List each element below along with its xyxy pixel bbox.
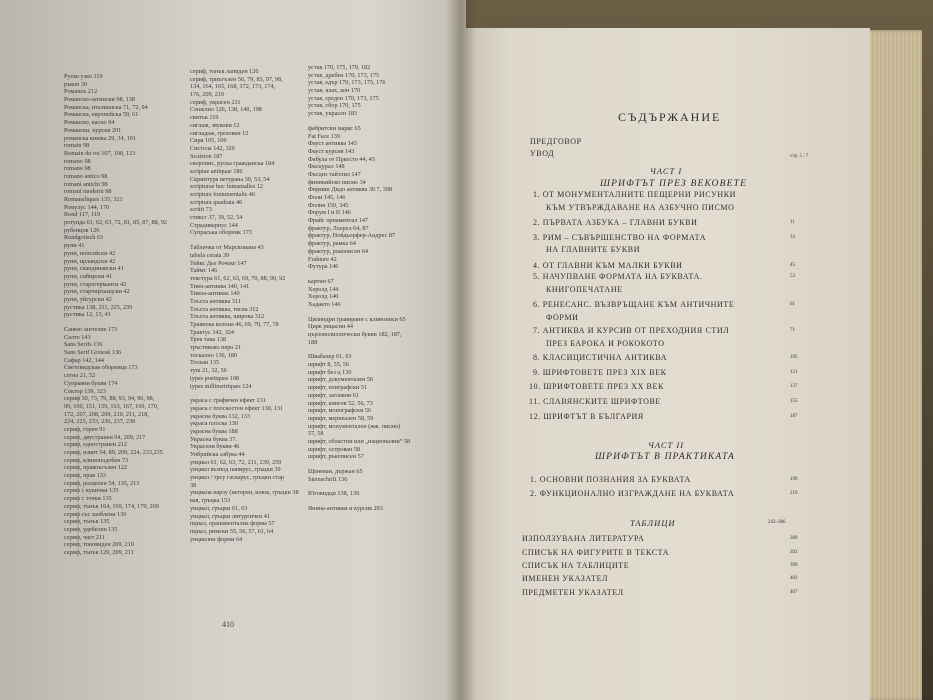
toc-page-number: 105: [790, 355, 798, 360]
index-entry: сериф, триъгълен 56, 79, 83, 97, 98,: [190, 75, 283, 83]
index-entry: фабритски маркс 65: [308, 124, 361, 132]
toc-chapter: ФОРМИ: [546, 313, 579, 322]
index-entry: руни 41: [64, 242, 85, 250]
index-entry: 57, 58: [308, 430, 324, 438]
index-entry: Щеневан, държан 65: [308, 468, 363, 475]
toc-back-matter: ИЗПОЛЗУВАНА ЛИТЕРАТУРА: [522, 534, 645, 543]
index-entry: romano 98: [64, 157, 91, 165]
index-entry: [308, 346, 410, 353]
index-entry: Руско узко 119: [64, 73, 103, 80]
index-entry: сериф, горен 91: [64, 425, 106, 433]
index-entry: фрактур, Лоерел 64, 87: [308, 224, 369, 232]
index-column-1: [64, 73, 167, 557]
index-entry: Санкю зантелие 173: [64, 326, 118, 333]
index-entry: [64, 319, 167, 326]
index-entry: [308, 118, 410, 125]
toc-chapter: 1. ОТ МОНУМЕНТАЛНИТЕ ПЕЩЕРНИ РИСУНКИ: [533, 190, 737, 199]
index-entry: Фасцурал 148: [308, 163, 345, 171]
index-entry: ротунда 61, 62, 63, 72, 81, 85, 87, 88, 92: [64, 219, 168, 227]
index-entry: шрифт 8, 55, 56: [308, 361, 350, 369]
index-entry: унциал / трсу гаскарус, гръцки стар: [190, 474, 284, 482]
index-entry: Sans Serif Grotesk 136: [64, 349, 122, 357]
index-entry: [308, 483, 410, 490]
index-entry: сериф, разцепен 54, 135, 213: [64, 479, 140, 487]
index-entry: украсна буква 132, 133: [190, 412, 251, 420]
index-entry: унциал, гръцки литургичен 41: [190, 512, 270, 520]
index-entry: пциал, оранаментална форма 57: [190, 520, 275, 528]
toc-page-number: 53: [790, 274, 795, 279]
index-entry: Фолия 150, 345: [308, 201, 349, 209]
toc-page-number: 45: [790, 263, 795, 268]
index-entry: scritti 73: [190, 206, 212, 214]
index-entry: руни, ирландски 42: [64, 257, 116, 265]
toc-chapter: 10. ШРИФТОВЕТЕ ПРЕЗ XX ВЕК: [529, 382, 664, 391]
index-entry: стиксг 37, 39, 52, 54: [190, 214, 243, 222]
index-entry: руни, старогерманси 42: [64, 280, 127, 288]
index-entry: скоропис, руска гражданска 184: [190, 160, 275, 168]
index-entry: Романско, касно 94: [64, 119, 115, 127]
index-entry: Херолд 144: [308, 285, 339, 293]
index-entry: Романски, курсив 201: [64, 126, 122, 134]
index-entry: руни, нонсейски 42: [64, 249, 116, 257]
index-entry: Тлъста антиква, тясна 312: [190, 305, 259, 313]
toc-chapter: 12. ШРИФТЪТ В БЪЛГАРИЯ: [529, 412, 644, 421]
index-entry: Траянова колона 46, 69, 70, 77, 78: [190, 321, 279, 328]
index-entry: украса с плоскостен ефект 130, 131: [190, 404, 284, 412]
index-entry: Фирмин Дидо антиква 30 7, 308: [308, 186, 393, 194]
index-entry: унциални форми 64: [190, 535, 243, 543]
toc-chapter: НА ГЛАВНИТЕ БУКВИ: [546, 245, 641, 254]
index-entry: types millimetriques 124: [190, 382, 252, 390]
toc-chapter: 1. ОСНОВНИ ПОЗНАНИЯ ЗА БУКВАТА: [530, 475, 691, 484]
index-entry: шрифт, епиграфски 51: [308, 384, 368, 392]
toc-page-number: 407: [790, 590, 798, 595]
index-entry: Трактус 142, 324: [190, 328, 234, 336]
toc-page-number: 11: [790, 220, 795, 225]
index-entry: фрактур, Нойдьорфер-Андрес 87: [308, 232, 396, 240]
index-entry: Сектор 139, 323: [64, 387, 106, 395]
index-entry: шрифт, областни или „национални“ 58: [308, 437, 411, 445]
part2-heading: ЧАСТ II: [648, 440, 685, 450]
index-entry: сериф, част 211: [64, 533, 105, 541]
index-entry: сериф, двустранен 94, 209, 217: [64, 433, 146, 441]
index-entry: Футура 146: [308, 263, 339, 271]
right-page: [460, 28, 870, 700]
index-entry: рустика 138, 211, 225, 239: [64, 303, 133, 311]
index-entry: scriptae antiquae 186: [190, 167, 243, 175]
index-entry: унциал 61, 62, 63, 72, 211, 239, 259: [190, 458, 282, 466]
index-entry: устав 170, 175, 179, 182: [308, 64, 371, 71]
toc-chapter: 11. СЛАВЯНСКИТЕ ШРИФТОВЕ: [529, 397, 661, 406]
index-entry: Украсени букви 46: [190, 443, 240, 451]
index-entry: рубенцов 126: [64, 226, 100, 234]
index-entry: Тейкс Дье Рочеке 147: [190, 259, 247, 267]
index-entry: Романско-латински 98, 138: [64, 96, 135, 104]
index-entry: устав, среден 170, 173, 175: [308, 94, 379, 102]
toc-chapter: 6. РЕНЕСАНС. ВЪЗВРЪЩАНЕ КЪМ АНТИЧНИТЕ: [533, 300, 735, 309]
index-entry: шрифт, ръкописен 57: [308, 453, 364, 461]
index-entry: [190, 390, 299, 397]
index-entry: фрактур, ръкописен 64: [308, 247, 368, 255]
toc-page-number: 137: [790, 384, 798, 389]
index-entry: шрифт, заглавни 61: [308, 391, 360, 399]
index-entry: Систола 142, 326: [190, 144, 235, 152]
index-entry: сериф, украсен 211: [190, 98, 241, 106]
index-entry: сериф, удебелен 135: [64, 525, 118, 533]
index-entry: tabula cerata 39: [190, 251, 230, 259]
index-entry: Sans Serifs 136: [64, 341, 103, 349]
toc-back-matter: ПРЕДМЕТЕН УКАЗАТЕЛ: [522, 588, 624, 597]
index-entry: 224, 225, 233, 236, 237, 238: [64, 418, 136, 426]
toc-page-number: 121: [790, 370, 798, 375]
index-column-2: [190, 68, 299, 543]
index-entry: сериф, тънък лапиден 126: [190, 68, 259, 75]
index-entry: Световидская оборница 173: [64, 364, 138, 372]
index-entry: руни, уйгурски 42: [64, 295, 112, 303]
index-entry: устав, ялах, кон 170: [308, 87, 361, 95]
toc-chapter: 9. ШРИФТОВЕТЕ ПРЕЗ XIX ВЕК: [533, 368, 667, 377]
index-entry: свитък 119: [190, 114, 219, 122]
index-entry: цързоволиллически букви 182, 187,: [308, 331, 402, 338]
index-entry: Трек така 138: [190, 336, 226, 344]
toc-introduction: УВОД: [530, 149, 555, 158]
toc-chapter: 2. ФУНКЦИОНАЛНО ИЗГРАЖДАНЕ НА БУКВАТА: [530, 489, 735, 498]
index-entry: Тлъста антиква, широка 312: [190, 313, 265, 321]
toc-page-number: 199: [790, 477, 798, 482]
index-entry: Страдивариус 144: [190, 221, 238, 229]
index-entry: тръстиково перо 21: [190, 344, 242, 352]
index-entry: 99, 100, 151, 159, 163, 167, 169, 170,: [64, 402, 159, 410]
index-entry: фрактур, рамка 64: [308, 240, 356, 248]
index-entry: Украсна буква 37.: [190, 435, 237, 443]
index-entry: Суправни букви 174: [64, 379, 118, 387]
index-entry: Рoмaнcк 212: [64, 88, 98, 96]
toc-page-number: 33: [790, 235, 795, 240]
index-entry: вая, гръцка 153: [190, 497, 231, 505]
index-entry: сериф, правоъгълен 122: [64, 464, 128, 472]
index-entry: финикийско писмо 34: [308, 178, 366, 186]
toc-chapter: ПРЕЗ БАРОКА И РОКОКОТО: [546, 339, 665, 348]
index-entry: scripturae hoc fumamalles 12: [190, 183, 264, 191]
index-entry: устав, дребен 170, 173, 175: [308, 71, 380, 79]
index-column-3: [308, 64, 410, 513]
index-entry: сериф, клиноподобен 73: [64, 456, 129, 464]
index-entry: 134, 164, 165, 168, 172, 173, 174,: [190, 83, 276, 91]
index-entry: Scoleton 187: [190, 152, 223, 160]
index-entry: украса плоска 130: [190, 420, 238, 428]
index-entry: Frakture 42: [308, 255, 337, 263]
toc-chapter: 3. РИМ – СЪВЪРШЕНСТВО НА ФОРМАТА: [533, 233, 707, 242]
toc-page-number: 399: [790, 563, 798, 568]
tables-page-range: 243–386: [768, 520, 786, 525]
toc-back-matter: СПИСЪК НА ТАБЛИЦИТЕ: [522, 561, 630, 570]
index-entry: сериф, тънък 135: [64, 518, 110, 526]
toc-preface: ПРЕДГОВОР: [530, 137, 582, 146]
toc-page-number: стр. 5 / 7: [790, 154, 809, 159]
index-entry: Табличка от Марсилиана 43: [190, 244, 264, 252]
index-entry: Сиря 105, 106: [190, 137, 227, 145]
index-entry: сигладаж, греховен 12: [190, 129, 249, 137]
toc-chapter: 5. НАЧУПВАНЕ ФОРМАТА НА БУКВАТА.: [533, 272, 703, 281]
index-entry: сериф, тоновиден 209, 210: [64, 541, 134, 549]
index-entry: пциал, римски 55, 56, 57, 61, 64: [190, 527, 274, 535]
index-entry: Фауст антиква 143: [308, 140, 357, 148]
toc-back-matter: СПИСЪК НА ФИГУРИТЕ В ТЕКСТА: [522, 548, 670, 557]
book-cover-edge: [862, 30, 922, 700]
index-entry: Фоли 145, 146: [308, 194, 346, 201]
index-entry: руни, староирландски 42: [64, 288, 130, 296]
toc-title: СЪДЪРЖАНИЕ: [618, 110, 722, 124]
index-entry: romano 98: [64, 165, 91, 173]
index-entry: украсна буква 188: [190, 427, 238, 435]
index-entry: Швабахер 61, 63: [308, 353, 352, 361]
index-entry: Салто 143: [64, 333, 91, 341]
index-entry: руни, сибирски 41: [64, 272, 113, 280]
index-entry: сериф 50, 73, 79, 88, 93, 94, 96, 98,: [64, 395, 155, 403]
index-entry: шрифт, книгов 52, 56, 73: [308, 399, 373, 407]
index-entry: Романска, италианска 71, 72, 94: [64, 103, 148, 111]
toc-page-number: 71: [790, 328, 795, 333]
index-entry: Ромулус 144, 170: [64, 203, 110, 211]
index-entry: Цилиндри гравирани с клинописи 65: [308, 315, 406, 323]
index-entry: шрифт, монографски 56: [308, 407, 372, 415]
toc-chapter: КЪМ УТВЪРЖДАВАНЕ НА АЗБУЧНО ПИСМО: [546, 203, 735, 212]
index-entry: Янина-антиква и курсив 293: [308, 505, 383, 513]
toc-page-number: 389: [790, 536, 798, 541]
index-entry: тоскално 136, 180: [190, 351, 238, 359]
index-entry: шрифт, монументален (жж. писмо): [308, 422, 401, 430]
index-entry: scriptura fontumentalis 46: [190, 191, 255, 198]
index-entry: Таймс 146: [190, 267, 218, 275]
index-entry: шрифт, мернеален 58, 59: [308, 414, 374, 422]
index-entry: ръкоп 30: [64, 80, 88, 88]
index-entry: руни, скандинавски 41: [64, 265, 124, 273]
index-entry: Форум I и II 146: [308, 209, 351, 217]
toc-page-number: 392: [790, 550, 798, 555]
toc-page-number: 219: [790, 491, 798, 496]
index-entry: устав, сбор 170, 175: [308, 102, 361, 110]
toc-page-number: 61: [790, 302, 795, 307]
index-entry: Херолд 140: [308, 293, 339, 301]
index-entry: Хадакто 146: [308, 300, 341, 308]
index-entry: Скриптура ветурана 50, 53, 54: [190, 175, 270, 183]
index-entry: [308, 271, 410, 278]
index-entry: Фабула от Пркесто 44, 45: [308, 155, 375, 163]
index-entry: шрифт, документален 56: [308, 376, 374, 384]
toc-page-number: 187: [790, 414, 798, 419]
index-entry: Фасциз тайтлил 147: [308, 170, 361, 178]
index-entry: types poetiques 108: [190, 374, 240, 382]
index-entry: сериф, тънък 164, 169, 174, 179, 209: [64, 502, 159, 510]
index-entry: Сешелио 126, 138, 140, 198: [190, 106, 262, 114]
index-entry: [308, 461, 410, 468]
index-entry: туш 21, 32, 56: [190, 367, 227, 375]
toc-page-number: 403: [790, 576, 798, 581]
index-entry: Steinschrift 136: [308, 475, 348, 483]
index-entry: сиглаж, звукови 12: [190, 121, 240, 129]
index-entry: Цирк рицасни 44: [308, 323, 353, 331]
index-entry: 38: [190, 481, 197, 489]
index-entry: romano antico 98: [64, 172, 108, 180]
book-gutter: [446, 0, 476, 700]
part1-subtitle: ШРИФТЪТ ПРЕЗ ВЕКОВЕТЕ: [600, 179, 748, 189]
index-entry: сериф със заоблени 136: [64, 510, 127, 518]
index-entry: Тимз-антиква 140, 141: [190, 282, 250, 290]
index-entry: устав, едър 170, 173, 175, 176: [308, 79, 386, 87]
index-entry: Romain du roi 107, 108, 123: [64, 149, 136, 157]
index-entry: Фауст курсив 143: [308, 147, 355, 155]
index-entry: romani antichi 98: [64, 180, 108, 188]
index-entry: сериф, тънък 129, 209, 211: [64, 548, 134, 556]
page-number: 410: [222, 620, 234, 629]
index-entry: Romaneliques 135, 321: [64, 196, 123, 203]
index-entry: Тлъста антиква 311: [190, 297, 241, 305]
index-entry: текстура 61, 62, 63, 69, 70, 88, 90, 92: [190, 274, 286, 282]
index-entry: 172, 207, 208, 209, 210, 211, 218,: [64, 410, 149, 418]
index-entry: Супраська оборник 173: [190, 229, 252, 237]
index-entry: [308, 498, 410, 505]
index-entry: romani moderni 98: [64, 188, 112, 196]
index-entry: унциал възпод папирус, гръцки 39: [190, 466, 281, 474]
index-entry: [308, 309, 410, 316]
index-entry: Юговидци 138, 139: [308, 490, 360, 498]
index-entry: устав, украсен 183: [308, 110, 358, 118]
part2-subtitle: ШРИФТЪТ В ПРАКТИКАТА: [595, 452, 735, 462]
index-entry: Rond 117, 119: [64, 211, 101, 219]
index-entry: scriptura quadrata 46: [190, 198, 243, 206]
index-entry: унциала нарзу (негорен, илюк, гръцки 38: [190, 489, 299, 497]
index-entry: сегна 21, 52: [64, 372, 96, 380]
toc-chapter: 2. ПЪРВАТА АЗБУКА – ГЛАВНИ БУКВИ: [533, 218, 698, 227]
part1-heading: ЧАСТ I: [650, 166, 683, 176]
tables-heading: ТАБЛИЦИ: [630, 518, 676, 528]
toc-chapter: 4. ОТ ГЛАВНИ КЪМ МАЛКИ БУКВИ: [533, 261, 683, 270]
index-entry: Тимза-антиква 140: [190, 290, 240, 298]
index-entry: Сафар 142, 144: [64, 356, 104, 364]
index-entry: сериф, прав 133: [64, 472, 106, 480]
index-entry: Fat Face 139: [308, 132, 340, 140]
index-entry: унциал, гръцки 61, 63: [190, 504, 248, 512]
toc-chapter: 7. АНТИКВА И КУРСИВ ОТ ПРЕХОДНИЯ СТИЛ: [533, 326, 730, 335]
index-entry: сериф с кукички 135: [64, 487, 119, 495]
index-entry: сериф, извит 54, 89, 209, 224, 233,235: [64, 449, 163, 456]
index-entry: сериф, едностранен 212: [64, 441, 128, 449]
index-entry: Тоскан 135: [190, 359, 220, 367]
toc-chapter: КНИГОПЕЧАТАНЕ: [546, 285, 623, 294]
index-entry: romain 98: [64, 142, 90, 150]
index-entry: Романска, европейска 59, 61: [64, 111, 139, 119]
index-entry: 188: [308, 338, 318, 346]
index-entry: Фрайс орнаментал 147: [308, 217, 369, 225]
index-entry: рустика 12, 13, 41: [64, 311, 111, 319]
index-entry: романска книжа 29, 34, 101: [64, 134, 136, 142]
index-entry: картин 67: [308, 277, 334, 285]
index-entry: Rundgotisch 63: [64, 234, 104, 242]
index-entry: сериф с точки 135: [64, 495, 112, 503]
toc-page-number: 155: [790, 399, 798, 404]
toc-chapter: 8. КЛАСИЦИСТИЧНА АНТИКВА: [533, 353, 668, 362]
index-entry: шрифт, острован 58: [308, 445, 361, 453]
index-entry: 176, 209, 210: [190, 91, 225, 99]
index-entry: шрифт без ц 130: [308, 368, 352, 376]
index-entry: украса с графичен ефект 131: [190, 397, 266, 405]
toc-back-matter: ИМЕНЕН УКАЗАТЕЛ: [522, 574, 608, 583]
index-entry: Унбрийска азбука 44: [190, 451, 245, 458]
index-entry: [190, 237, 299, 244]
